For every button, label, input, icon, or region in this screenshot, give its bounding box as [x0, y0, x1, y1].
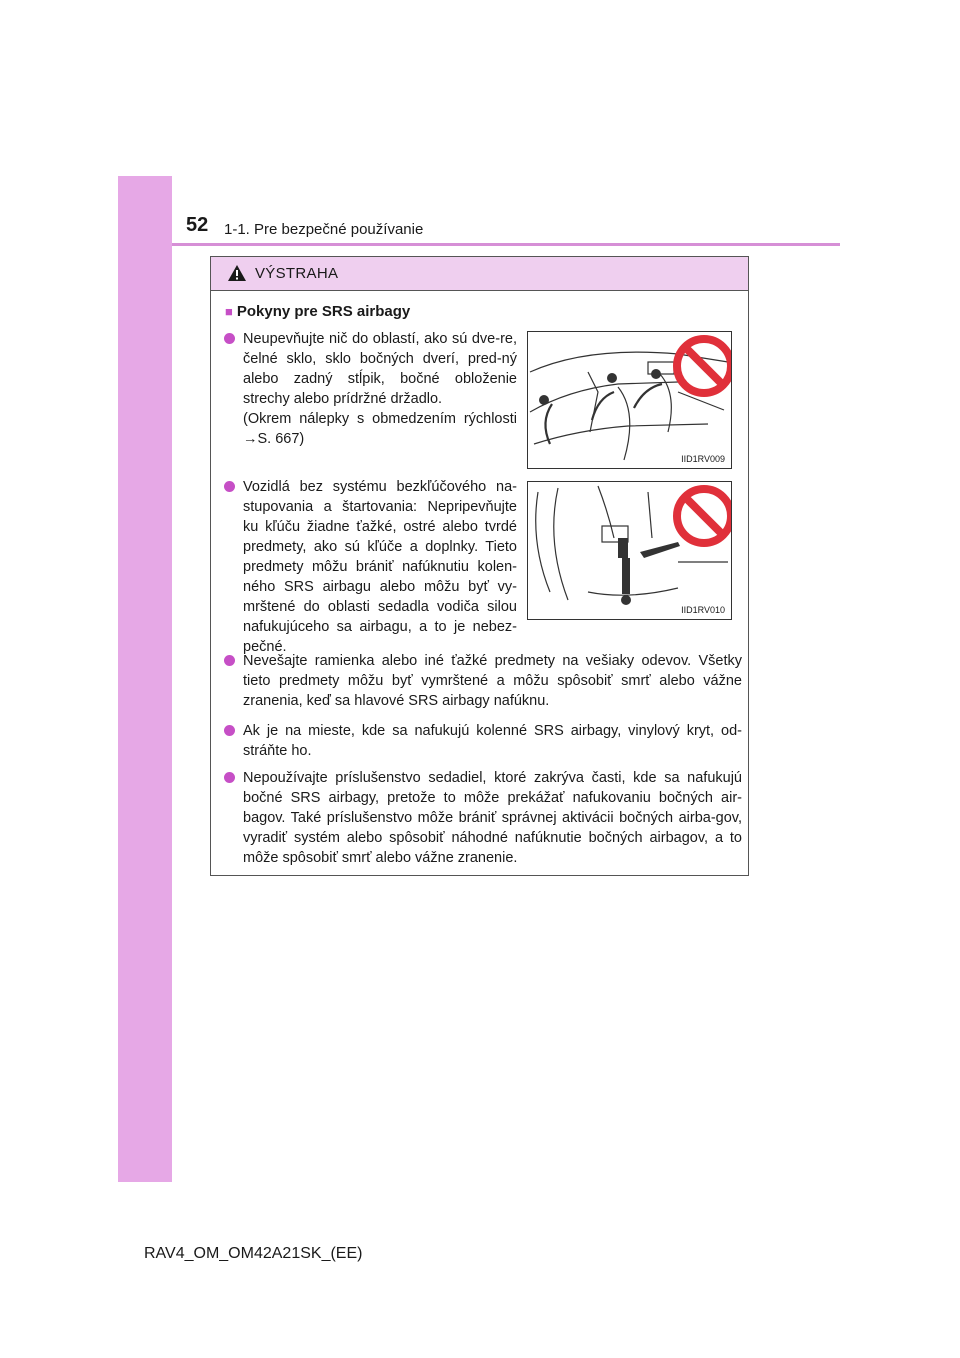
warning-triangle-icon [227, 264, 247, 282]
bullet-text: Neupevňujte nič do oblastí, ako sú dve-re, čelné sklo, sklo bočných dverí, pred-ný alebo zadný stĺpik, bočné obloženie strechy alebo prídržné držadlo. [243, 331, 517, 407]
bullet-text: Nevešajte ramienka alebo iné ťažké predmety na vešiaky odevov. Všetky tieto predmety môžu byť vymrštené a môžu spôsobiť smrť alebo vážne zranenia, keď sa hlavové SRS airbagy nafúknu. [243, 653, 742, 709]
bullet-dot-icon [224, 772, 235, 783]
section-title: 1-1. Pre bezpečné používanie [224, 221, 424, 238]
bullet-item-3 [243, 651, 742, 711]
warning-header [211, 257, 748, 291]
prohibition-icon [677, 489, 731, 543]
bullet-item-4 [243, 721, 742, 761]
header-rule [172, 243, 840, 246]
bullet-item-2 [243, 477, 517, 657]
figure-code: IID1RV010 [681, 605, 725, 615]
document-footer-code: RAV4_OM_OM42A21SK_(EE) [144, 1245, 363, 1262]
bullet-item-1 [243, 329, 517, 449]
page-number: 52 [186, 214, 209, 236]
bullet-text: Ak je na mieste, kde sa nafukujú kolenné SRS airbagy, vinylový kryt, od-stráňte ho. [243, 723, 742, 759]
bullet-note: (Okrem nálepky s obmedzením rýchlosti →S. 667) [243, 411, 517, 447]
chapter-sidebar-tab [118, 176, 172, 1182]
steering-wheel-key-illustration [528, 482, 731, 619]
figure-door-window-attachments [527, 331, 732, 469]
warning-box [210, 256, 749, 876]
prohibition-icon [677, 339, 731, 393]
figure-code: IID1RV009 [681, 454, 725, 464]
figure-key-attachments [527, 481, 732, 620]
bullet-text: Vozidlá bez systému bezkľúčového na-stupovania a štartovania: Nepripevňujte ku kľúču žiadne ťažké, ostré alebo tvrdé predmety, ako sú kľúče a doplnky. Tieto predmety môžu brániť nafúknutiu kolen-ného SRS airbagu alebo môžu byť vy-mrštené do oblasti sedadla vodiča silou nafukujúceho sa airbagu, a to je nebez-pečné. [243, 479, 517, 655]
warning-title: VÝSTRAHA [255, 265, 339, 282]
bullet-dot-icon [224, 725, 235, 736]
bullet-item-5 [243, 768, 742, 868]
bullet-text: Nepoužívajte príslušenstvo sedadiel, ktoré zakrýva časti, kde sa nafukujú bočné SRS airbagy, pretože to môže prekážať nafukovaniu bočných air-bagov. Také príslušenstvo môže brániť správnej aktivácii bočných airba-gov, vyradiť systém alebo spôsobiť náhodné nafúknutie bočných airbagov, a to môže spôsobiť smrť alebo vážne zranenie. [243, 770, 742, 866]
car-interior-illustration [528, 332, 731, 468]
bullet-dot-icon [224, 481, 235, 492]
bullet-dot-icon [224, 655, 235, 666]
subheading-srs-airbags: ■ Pokyny pre SRS airbagy [225, 303, 410, 320]
bullet-dot-icon [224, 333, 235, 344]
